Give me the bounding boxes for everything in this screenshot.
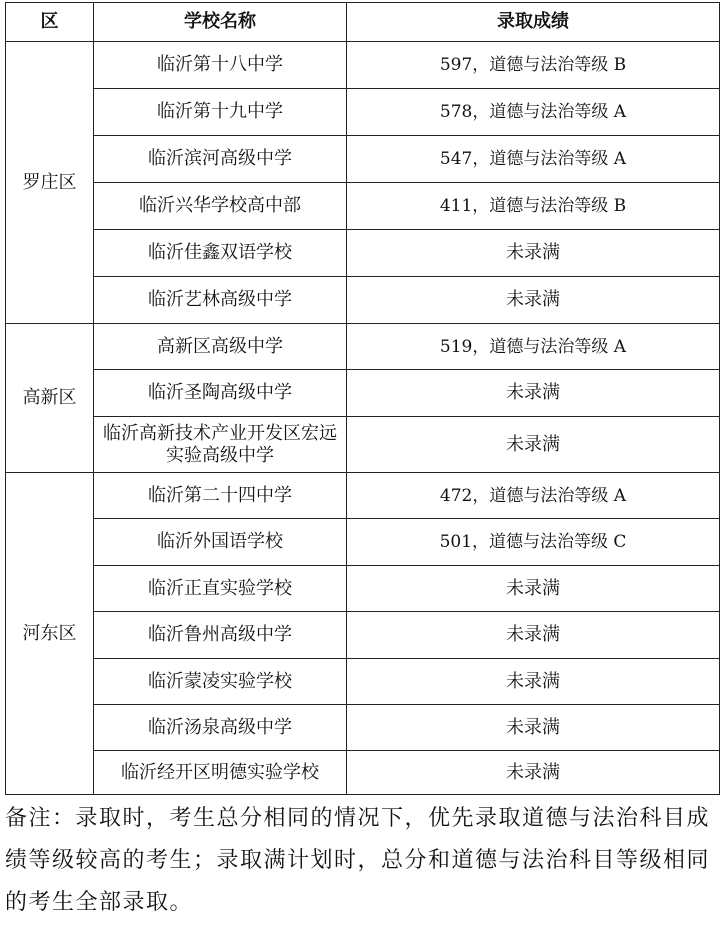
- table-row: [6, 277, 720, 324]
- district-cell: 高新区: [6, 324, 94, 473]
- table-row: [6, 89, 720, 136]
- district-cell: 罗庄区: [6, 42, 94, 324]
- score-cell: 472，道德与法治等级 A: [347, 473, 720, 519]
- table-row: [6, 230, 720, 277]
- table-row: [6, 659, 720, 705]
- school-cell: 临沂正直实验学校: [94, 566, 347, 612]
- score-cell: 411，道德与法治等级 B: [347, 183, 720, 230]
- table-row: [6, 473, 720, 519]
- header-score: 录取成绩: [347, 3, 720, 42]
- score-cell: 未录满: [347, 277, 720, 324]
- score-cell: 未录满: [347, 612, 720, 659]
- table-row: [6, 183, 720, 230]
- score-cell: 未录满: [347, 370, 720, 417]
- score-cell: 547，道德与法治等级 A: [347, 136, 720, 183]
- school-cell: 临沂鲁州高级中学: [94, 612, 347, 659]
- table-row: [6, 566, 720, 612]
- table-row: [6, 324, 720, 370]
- header-school: 学校名称: [94, 3, 347, 42]
- footnote: 备注：录取时，考生总分相同的情况下，优先录取道德与法治科目成绩等级较高的考生；录取满计划时，总分和道德与法治科目等级相同的考生全部录取。: [5, 806, 711, 915]
- school-cell: 临沂第十八中学: [94, 42, 347, 89]
- table-row: [6, 136, 720, 183]
- score-cell: 未录满: [347, 566, 720, 612]
- school-cell: 临沂经开区明德实验学校: [94, 751, 347, 795]
- score-cell: 未录满: [347, 659, 720, 705]
- admissions-table: [5, 2, 720, 795]
- score-cell: 未录满: [347, 417, 720, 473]
- table-row: [6, 705, 720, 751]
- table-row: [6, 370, 720, 417]
- score-cell: 519，道德与法治等级 A: [347, 324, 720, 370]
- table-row: [6, 519, 720, 566]
- school-cell: 临沂高新技术产业开发区宏远实验高级中学: [94, 417, 347, 473]
- school-cell: 临沂外国语学校: [94, 519, 347, 566]
- header-row: [6, 3, 720, 42]
- score-cell: 未录满: [347, 705, 720, 751]
- school-cell: 临沂汤泉高级中学: [94, 705, 347, 751]
- school-cell: 临沂圣陶高级中学: [94, 370, 347, 417]
- score-cell: 未录满: [347, 230, 720, 277]
- table-row: [6, 751, 720, 795]
- district-cell: 河东区: [6, 473, 94, 795]
- school-cell: 临沂兴华学校高中部: [94, 183, 347, 230]
- header-district: 区: [6, 3, 94, 42]
- score-cell: 597，道德与法治等级 B: [347, 42, 720, 89]
- school-cell: 高新区高级中学: [94, 324, 347, 370]
- score-cell: 501，道德与法治等级 C: [347, 519, 720, 566]
- school-cell: 临沂滨河高级中学: [94, 136, 347, 183]
- school-cell: 临沂第二十四中学: [94, 473, 347, 519]
- school-cell: 临沂艺林高级中学: [94, 277, 347, 324]
- score-cell: 未录满: [347, 751, 720, 795]
- table-row: [6, 612, 720, 659]
- school-cell: 临沂佳鑫双语学校: [94, 230, 347, 277]
- table-row: [6, 417, 720, 473]
- score-cell: 578，道德与法治等级 A: [347, 89, 720, 136]
- school-cell: 临沂第十九中学: [94, 89, 347, 136]
- table-row: [6, 42, 720, 89]
- school-cell: 临沂蒙凌实验学校: [94, 659, 347, 705]
